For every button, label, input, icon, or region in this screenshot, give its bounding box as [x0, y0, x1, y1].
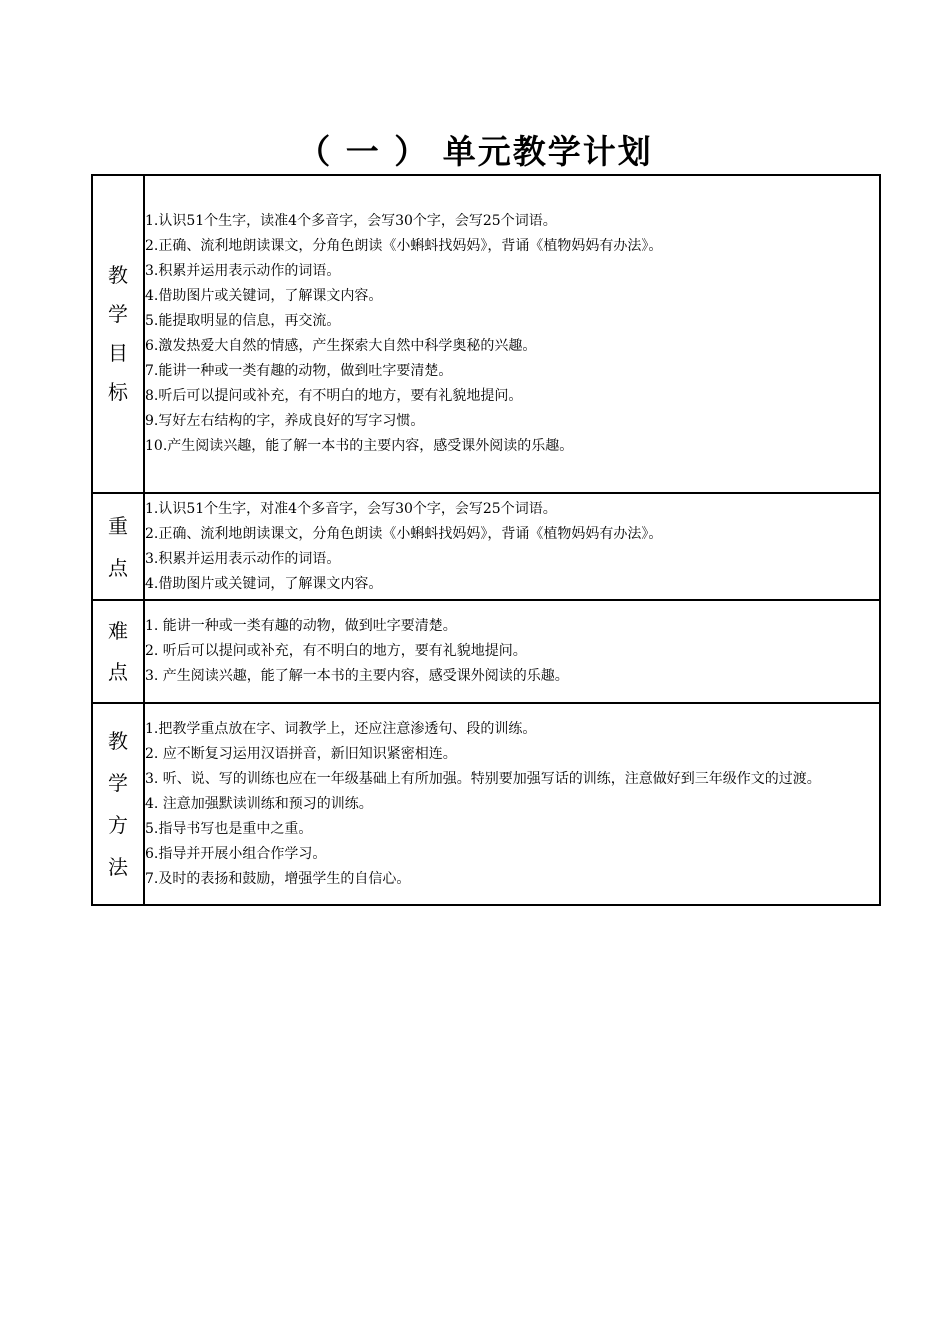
goal-item: 8.听后可以提问或补充，有不明白的地方，要有礼貌地提问。 — [145, 388, 523, 404]
key-point-item: 2.正确、流利地朗读课文，分角色朗读《小蝌蚪找妈妈》，背诵《植物妈妈有办法》。 — [145, 525, 663, 542]
methods-label-char: 法 — [108, 855, 128, 879]
page-title: （ 一 ） 单元教学计划 — [297, 132, 653, 171]
goals-row — [92, 175, 880, 493]
method-item: 3. 听、说、写的训练也应在一年级基础上有所加强。特别要加强写话的训练，注意做好到三年级作文的过渡。 — [145, 770, 821, 787]
goal-item: 10.产生阅读兴趣，能了解一本书的主要内容，感受课外阅读的乐趣。 — [145, 438, 574, 454]
goals-label-char: 目 — [108, 341, 128, 365]
goals-label-char: 教 — [108, 263, 128, 287]
difficulties-content — [144, 600, 880, 703]
goal-item: 5.能提取明显的信息，再交流。 — [145, 313, 341, 329]
methods-label-cell — [92, 703, 144, 905]
methods-label-char: 学 — [108, 771, 128, 795]
goal-item: 9.写好左右结构的字，养成良好的写字习惯。 — [145, 413, 425, 429]
methods-label-char: 方 — [108, 813, 128, 837]
goal-item: 1.认识51个生字，读准4个多音字，会写30个字，会写25个词语。 — [145, 213, 557, 229]
goal-item: 4.借助图片或关键词，了解课文内容。 — [145, 288, 383, 304]
key-point-item: 3.积累并运用表示动作的词语。 — [145, 550, 341, 567]
goal-item: 2.正确、流利地朗读课文，分角色朗读《小蝌蚪找妈妈》，背诵《植物妈妈有办法》。 — [145, 238, 663, 254]
difficulties-row — [92, 600, 880, 703]
method-item: 5.指导书写也是重中之重。 — [145, 820, 313, 837]
methods-label-char: 教 — [108, 729, 128, 753]
difficulties-label-cell — [92, 600, 144, 703]
method-item: 7.及时的表扬和鼓励，增强学生的自信心。 — [145, 870, 411, 887]
difficulties-label-char: 点 — [108, 660, 128, 684]
key-points-content — [144, 493, 880, 600]
difficulties-label — [108, 609, 128, 694]
goal-item: 3.积累并运用表示动作的词语。 — [145, 263, 341, 279]
key-points-label-char: 重 — [108, 513, 128, 538]
goals-label — [108, 251, 128, 417]
method-item: 1.把教学重点放在字、词教学上，还应注意渗透句、段的训练。 — [145, 720, 537, 737]
goals-label-cell — [92, 175, 144, 493]
key-points-label-char: 点 — [108, 555, 128, 580]
method-item: 2. 应不断复习运用汉语拼音，新旧知识紧密相连。 — [145, 745, 457, 762]
goals-label-char: 学 — [108, 302, 128, 326]
unit-plan-table — [91, 174, 881, 906]
goals-content — [144, 175, 880, 493]
goals-label-char: 标 — [108, 380, 128, 404]
key-points-row — [92, 493, 880, 600]
methods-content — [144, 703, 880, 905]
methods-row — [92, 703, 880, 905]
method-item: 4. 注意加强默读训练和预习的训练。 — [145, 795, 373, 812]
goal-item: 7.能讲一种或一类有趣的动物，做到吐字要清楚。 — [145, 363, 453, 379]
difficulty-item: 2. 听后可以提问或补充，有不明白的地方，要有礼貌地提问。 — [145, 643, 527, 659]
difficulty-item: 1. 能讲一种或一类有趣的动物，做到吐字要清楚。 — [145, 618, 457, 634]
key-point-item: 4.借助图片或关键词，了解课文内容。 — [145, 575, 383, 592]
method-item: 6.指导并开展小组合作学习。 — [145, 845, 327, 862]
goal-item: 6.激发热爱大自然的情感，产生探索大自然中科学奥秘的兴趣。 — [145, 338, 537, 354]
key-points-label — [108, 503, 128, 591]
difficulty-item: 3. 产生阅读兴趣，能了解一本书的主要内容，感受课外阅读的乐趣。 — [145, 668, 569, 684]
difficulties-label-char: 难 — [108, 619, 128, 643]
key-point-item: 1.认识51个生字，对准4个多音字，会写30个字，会写25个词语。 — [145, 500, 557, 517]
methods-label — [108, 718, 128, 890]
key-points-label-cell — [92, 493, 144, 600]
